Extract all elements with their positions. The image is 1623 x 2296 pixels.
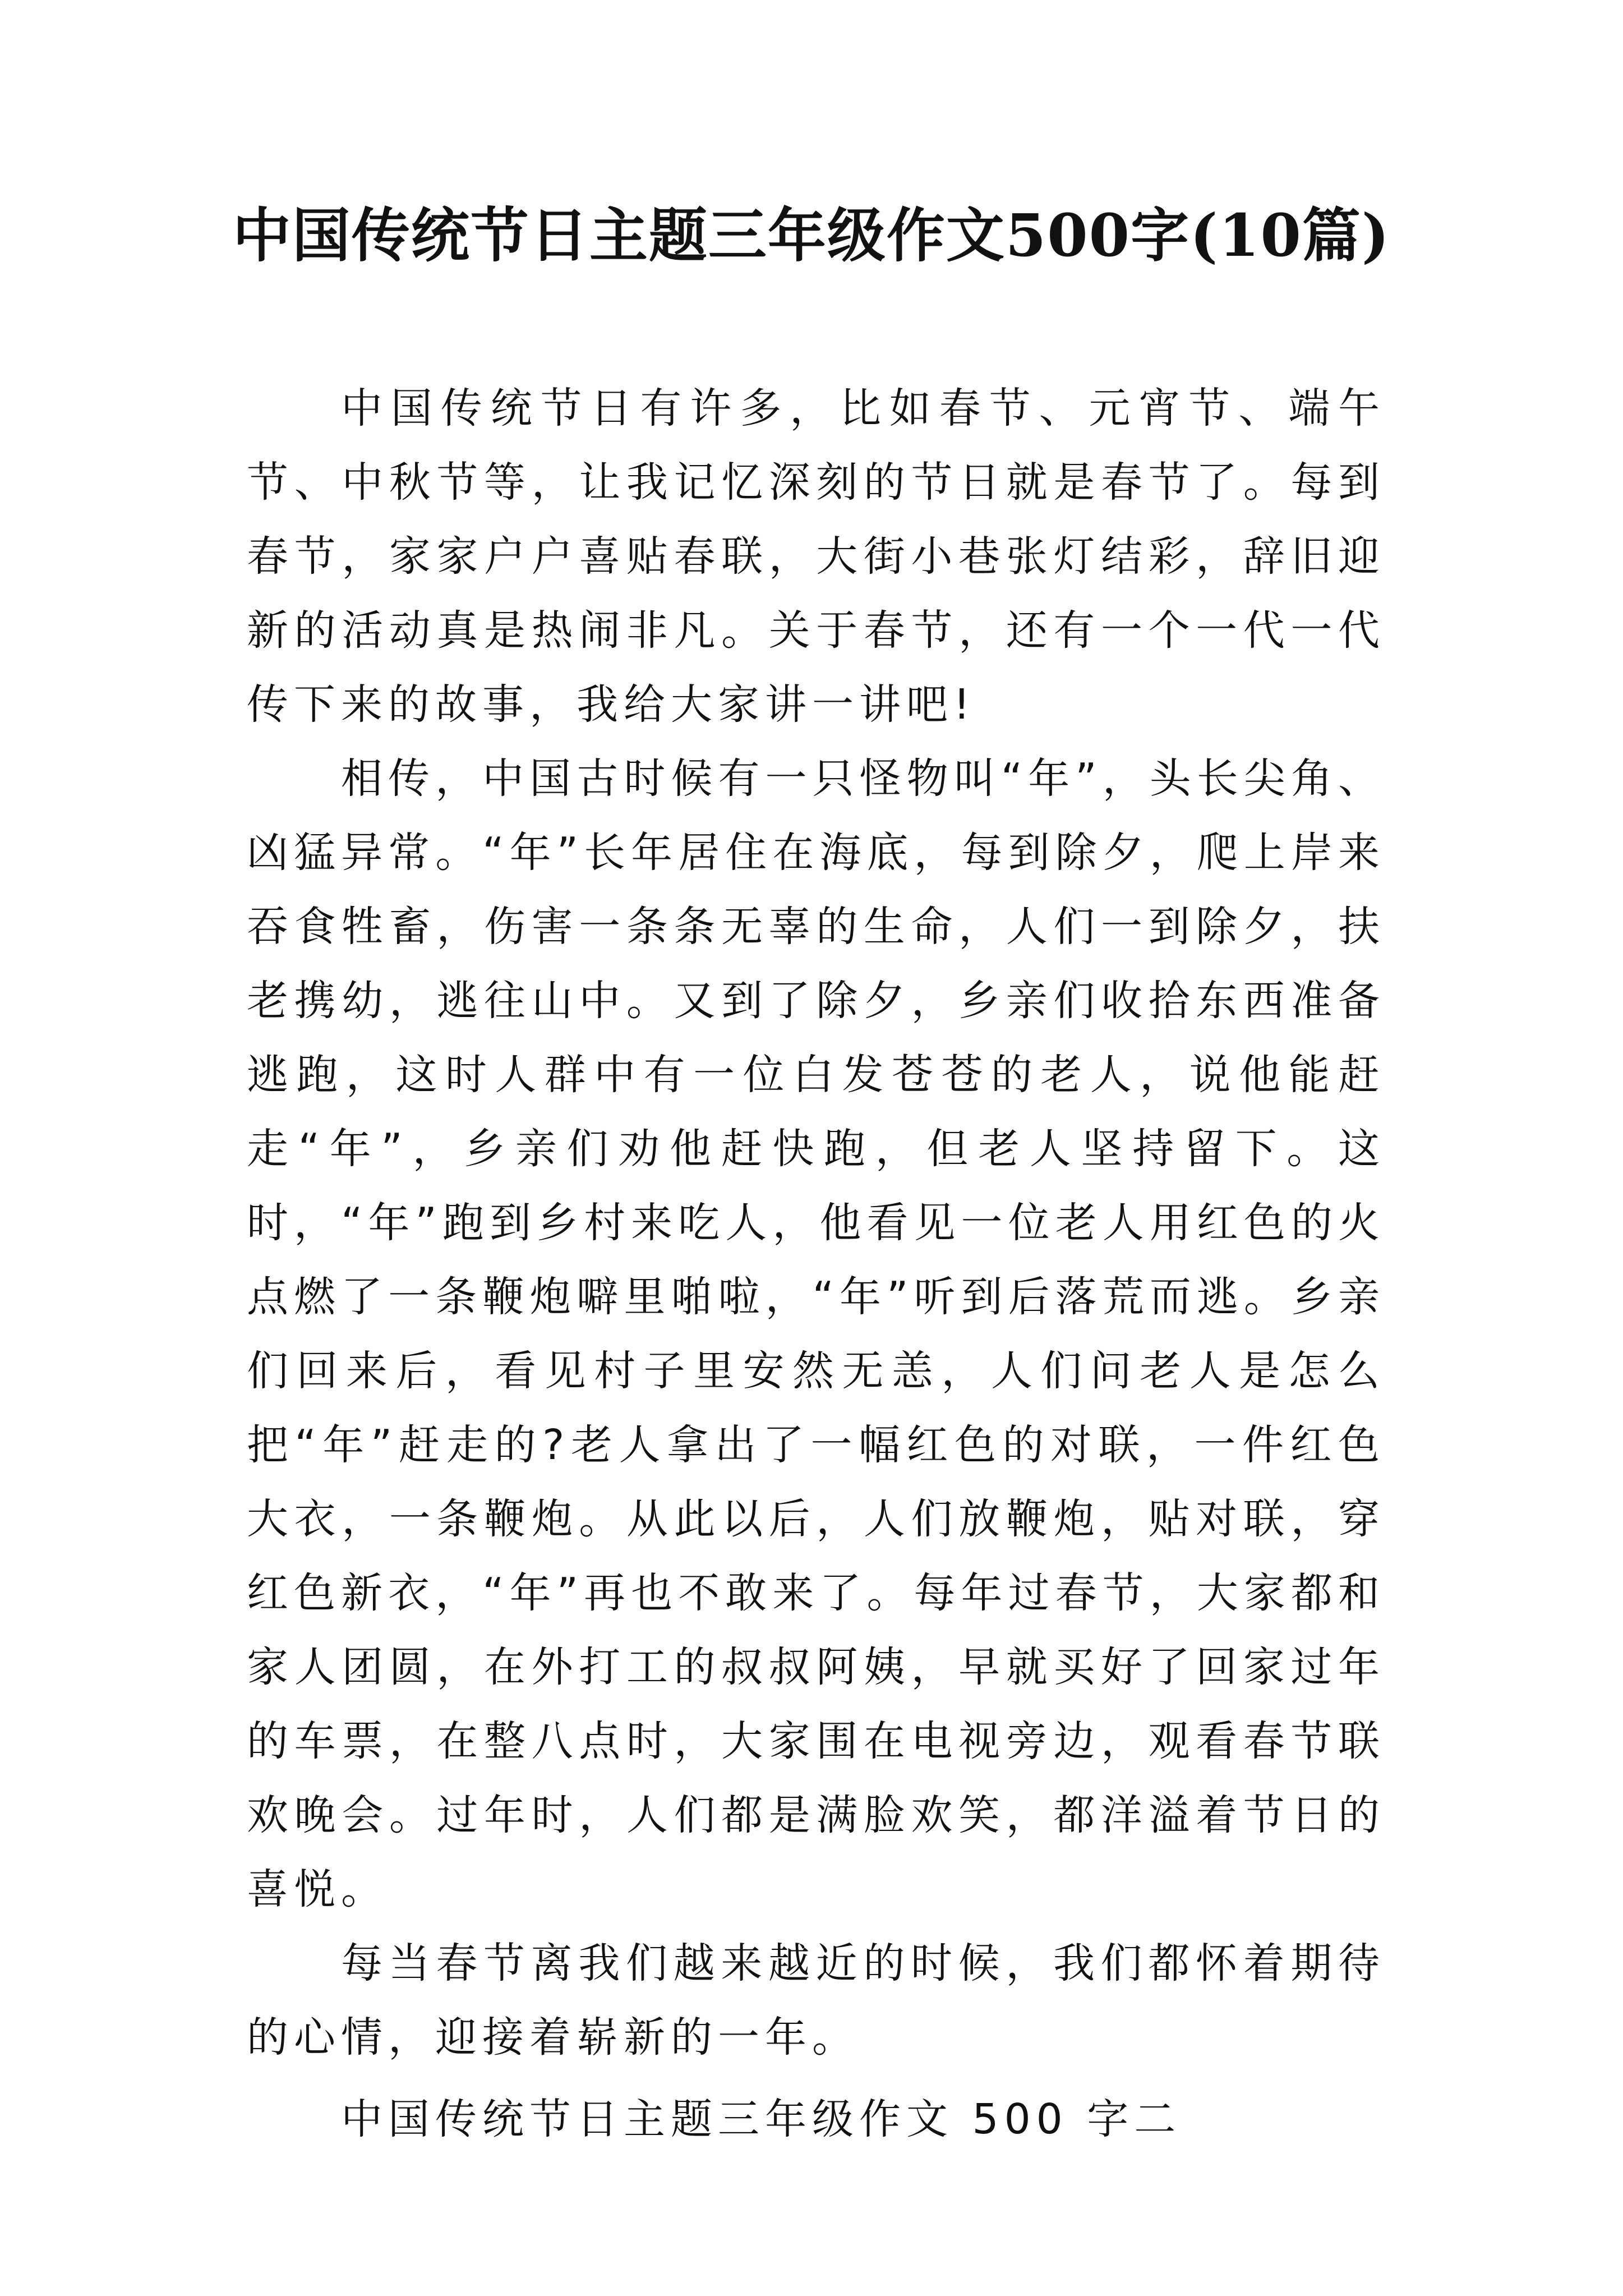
section-subheading: 中国传统节日主题三年级作文 500 字二	[341, 2095, 1182, 2143]
document-body	[247, 371, 1385, 2156]
document-title: 中国传统节日主题三年级作文500字(10篇)	[232, 201, 1391, 270]
paragraph-spring-festival-intro: 中国传统节日有许多，比如春节、元宵节、端午节、中秋节等，让我记忆深刻的节日就是春节了。每到春节，家家户户喜贴春联，大街小巷张灯结彩，辞旧迎新的活动真是热闹非凡。关于春节，还有一个一代一代传下来的故事，我给大家讲一讲吧!	[247, 384, 1385, 729]
paragraph-conclusion: 每当春节离我们越来越近的时候，我们都怀着期待的心情，迎接着崭新的一年。	[247, 1939, 1385, 2062]
paragraph-nian-legend: 相传，中国古时候有一只怪物叫“年”，头长尖角、凶猛异常。“年”长年居住在海底，每到除夕，爬上岸来吞食牲畜，伤害一条条无辜的生命，人们一到除夕，扶老携幼，逃往山中。又到了除夕，乡亲们收拾东西准备逃跑，这时人群中有一位白发苍苍的老人，说他能赶走“年”，乡亲们劝他赶快跑，但老人坚持留下。这时，“年”跑到乡村来吃人，他看见一位老人用红色的火点燃了一条鞭炮噼里啪啦，“年”听到后落荒而逃。乡亲们回来后，看见村子里安然无恙，人们问老人是怎么把“年”赶走的?老人拿出了一幅红色的对联，一件红色大衣，一条鞭炮。从此以后，人们放鞭炮，贴对联，穿红色新衣，“年”再也不敢来了。每年过春节，大家都和家人团圆，在外打工的叔叔阿姨，早就买好了回家过年的车票，在整八点时，大家围在电视旁边，观看春节联欢晚会。过年时，人们都是满脸欢笑，都洋溢着节日的喜悦。	[247, 754, 1385, 1913]
